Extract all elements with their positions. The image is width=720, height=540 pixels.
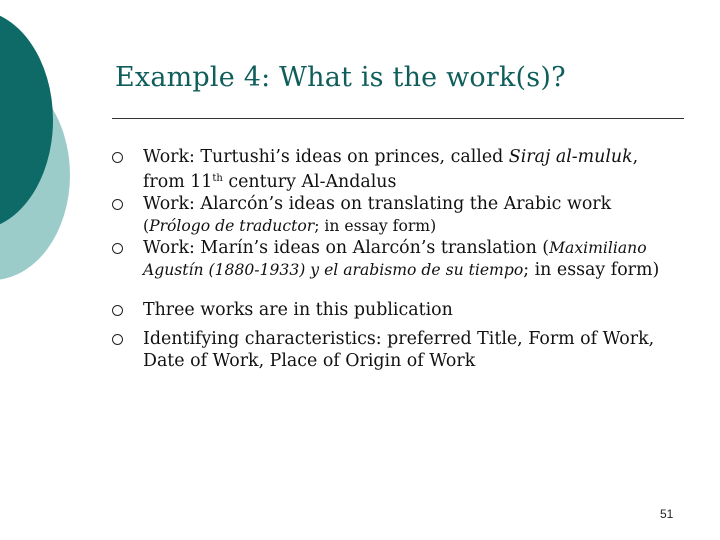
bullet-text: , — [632, 147, 639, 167]
bullet-line — [143, 168, 692, 193]
work-title: Agustín (1880-1933) y el arabismo de su tiempo — [143, 261, 524, 279]
decorative-circles — [0, 0, 120, 300]
hollow-circle-bullet-icon — [112, 305, 123, 316]
slide-title: Example 4: What is the work(s)? — [115, 62, 566, 93]
title-divider — [112, 118, 684, 119]
ordinal-superscript: th — [212, 173, 223, 184]
bullet-item — [112, 146, 692, 193]
work-title: Siraj al-muluk — [508, 147, 633, 167]
bullet-text: ( — [143, 217, 150, 235]
bullet-line: Work: Alarcón’s ideas on translating the Arabic work — [143, 194, 612, 214]
bullet-line: Identifying characteristics: preferred Title, Form of Work, — [143, 329, 655, 349]
work-title: Maximiliano — [549, 239, 647, 257]
bullet-text: Work: Marín’s ideas on Alarcón’s translation ( — [143, 238, 550, 258]
bullet-item — [112, 193, 692, 237]
bullet-line — [143, 146, 692, 168]
hollow-circle-bullet-icon — [112, 152, 123, 163]
hollow-circle-bullet-icon — [112, 334, 123, 345]
hollow-circle-bullet-icon — [112, 199, 123, 210]
bullet-line: Date of Work, Place of Origin of Work — [143, 351, 476, 371]
hollow-circle-bullet-icon — [112, 243, 123, 254]
bullet-line: Three works are in this publication — [143, 300, 453, 320]
bullet-item — [112, 328, 692, 372]
page-number: 51 — [660, 507, 674, 521]
bullet-text: Work: Turtushi’s ideas on princes, called — [143, 147, 509, 167]
work-title: Prólogo de traductor — [149, 217, 315, 235]
bullet-line — [143, 215, 692, 237]
bullet-text: century Al-Andalus — [222, 172, 397, 192]
bullet-text: from 11 — [143, 172, 213, 192]
bullet-line — [143, 259, 692, 281]
bullet-item — [112, 299, 692, 321]
bullet-list — [112, 146, 692, 372]
spacer — [112, 281, 692, 299]
bullet-item — [112, 237, 692, 281]
bullet-text: ; in essay form) — [523, 260, 660, 280]
bullet-line — [143, 237, 692, 259]
bullet-text: ; in essay form) — [314, 217, 437, 235]
